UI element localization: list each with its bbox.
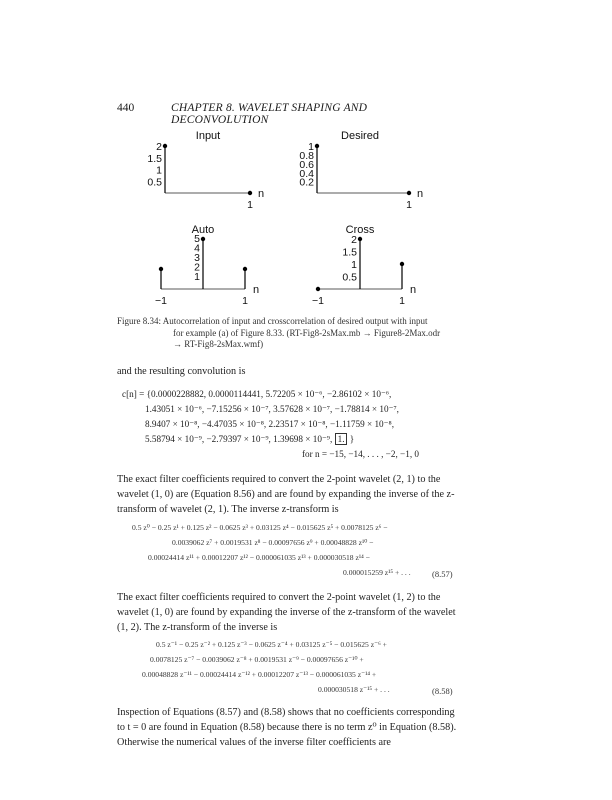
paragraph-3: Inspection of Equations (8.57) and (8.58) shows that no coefficients corresponding to t = 0 are found in Equation (8.58) because there is no term z⁰ in Equation (8.58). Otherwise the numerical values of the inverse filter coefficients are — [117, 707, 457, 748]
y-tick-label: 1 — [308, 141, 314, 153]
stem-marker — [358, 237, 362, 241]
chart-input — [147, 130, 264, 211]
stem-plots-figure — [0, 0, 612, 310]
y-tick-label: 1 — [351, 259, 357, 271]
paragraph-2: The exact filter coefficients required to convert the 2-point wavelet (1, 2) to the wavelet (1, 0) are found by expanding the inverse of the z-transform of the wavelet (1, 2). The z-transform of the inverse is — [117, 592, 456, 633]
eq58-number: (8.58) — [432, 686, 453, 696]
conv-line-4-text: 5.58794 × 10⁻⁹, −2.79397 × 10⁻⁹, 1.39698 × 10⁻⁹, — [145, 434, 333, 444]
chart-title: Auto — [191, 224, 215, 236]
eq58-line-3: 0.00048828 z⁻¹¹ − 0.00024414 z⁻¹² + 0.00012207 z⁻¹³ − 0.000061035 z⁻¹⁴ + — [142, 670, 377, 679]
chart-desired — [299, 130, 423, 211]
figure-caption — [117, 316, 462, 351]
paragraph-1: The exact filter coefficients required to convert the 2-point wavelet (2, 1) to the wavelet (1, 0) are (Equation 8.56) and are found by expanding the inverse of the z-transform of wavelet (2, 1). The inverse z-transform is — [117, 474, 455, 515]
chart-title: Cross — [345, 224, 375, 236]
y-tick-label: 2 — [351, 234, 357, 246]
chart-title: Input — [195, 130, 221, 142]
eq57-line-3: 0.00024414 z¹¹ + 0.00012207 z¹² − 0.000061035 z¹³ + 0.000030518 z¹⁴ − — [148, 553, 370, 562]
stem-marker — [163, 144, 167, 148]
x-tick-label: 1 — [399, 295, 405, 307]
y-tick-label: 2 — [156, 141, 162, 153]
stem-marker — [407, 191, 411, 195]
y-tick-label: 0.8 — [299, 149, 314, 162]
x-axis-label: n — [253, 284, 260, 296]
y-tick-label: 2 — [194, 261, 200, 274]
chapter-title: CHAPTER 8. WAVELET SHAPING AND DECONVOLUTION — [171, 102, 368, 126]
intro-text: and the resulting convolution is — [117, 366, 246, 377]
page-number: 440 — [117, 102, 135, 114]
y-tick-label: 3 — [194, 252, 200, 264]
x-axis-label: n — [258, 188, 265, 200]
x-tick-label: −1 — [155, 295, 167, 307]
caption-label: Figure 8.34: — [117, 316, 161, 326]
chart-auto — [155, 224, 259, 307]
x-tick-label: 1 — [406, 199, 412, 211]
caption-line-3: → RT-Fig8-2sMax.wmf) — [173, 339, 264, 349]
caption-line-1: Autocorrelation of input and crosscorrelation of desired output with input — [162, 316, 428, 326]
eq58-line-2: 0.0078125 z⁻⁷ − 0.0039062 z⁻⁸ + 0.0019531 z⁻⁹ − 0.00097656 z⁻¹⁰ + — [150, 655, 364, 664]
stem-marker — [248, 191, 252, 195]
conv-line-2: 1.43051 × 10⁻⁶, −7.15256 × 10⁻⁷, 3.57628 × 10⁻⁷, −1.78814 × 10⁻⁷, — [145, 404, 399, 414]
y-tick-label: 0.6 — [299, 158, 314, 171]
eq57-line-4: 0.000015259 z¹⁵ + . . . — [343, 568, 411, 577]
conv-line-4: 5.58794 × 10⁻⁹, −2.79397 × 10⁻⁹, 1.39698 × 10⁻⁹, 1. } — [145, 434, 355, 444]
caption-line-2: for example (a) of Figure 8.33. (RT-Fig8-2sMax.mb → Figure8-2Max.odr — [173, 327, 441, 338]
y-tick-label: 0.5 — [342, 271, 357, 284]
y-tick-label: 1.5 — [342, 246, 357, 259]
x-axis-label: n — [410, 284, 417, 296]
stem-marker — [316, 287, 320, 291]
stem-marker — [159, 267, 163, 271]
y-tick-label: 0.2 — [299, 176, 314, 189]
eq57-line-1: 0.5 z⁰ − 0.25 z¹ + 0.125 z² − 0.0625 z³ + 0.03125 z⁴ − 0.015625 z⁵ + 0.0078125 z⁶ − — [132, 523, 388, 532]
stem-marker — [400, 262, 404, 266]
chart-title: Desired — [341, 130, 379, 142]
conv-boxed-term: 1. — [335, 433, 348, 445]
x-tick-label: 1 — [242, 295, 248, 307]
conv-line-5: for n = −15, −14, . . . , −2, −1, 0 — [302, 449, 420, 459]
conv-line-1: c[n] = {0.0000228882, 0.0000114441, 5.72205 × 10⁻⁶, −2.86102 × 10⁻⁶, — [122, 389, 392, 399]
eq58-line-1: 0.5 z⁻¹ − 0.25 z⁻² + 0.125 z⁻³ − 0.0625 z⁻⁴ + 0.03125 z⁻⁵ − 0.015625 z⁻⁶ + — [156, 640, 387, 649]
y-tick-label: 5 — [194, 233, 200, 245]
y-tick-label: 1 — [156, 164, 162, 177]
y-tick-label: 0.4 — [299, 167, 314, 180]
conv-line-3: 8.9407 × 10⁻⁸, −4.47035 × 10⁻⁸, 2.23517 × 10⁻⁸, −1.11759 × 10⁻⁸, — [145, 419, 395, 429]
x-tick-label: −1 — [312, 295, 324, 307]
y-tick-label: 1 — [194, 271, 200, 283]
eq58-line-4: 0.000030518 z⁻¹⁵ + . . . — [318, 685, 390, 694]
stem-marker — [243, 267, 247, 271]
eq57-line-2: 0.0039062 z⁷ + 0.0019531 z⁸ − 0.00097656 z⁹ + 0.00048828 z¹⁰ − — [172, 538, 374, 547]
chart-cross — [312, 224, 416, 307]
x-tick-label: 1 — [247, 199, 253, 211]
y-tick-label: 4 — [194, 242, 200, 255]
eq57-number: (8.57) — [432, 569, 453, 579]
stem-marker — [315, 144, 319, 148]
y-tick-label: 1.5 — [147, 152, 162, 165]
stem-marker — [201, 237, 205, 241]
x-axis-label: n — [417, 188, 424, 200]
y-tick-label: 0.5 — [147, 176, 162, 189]
